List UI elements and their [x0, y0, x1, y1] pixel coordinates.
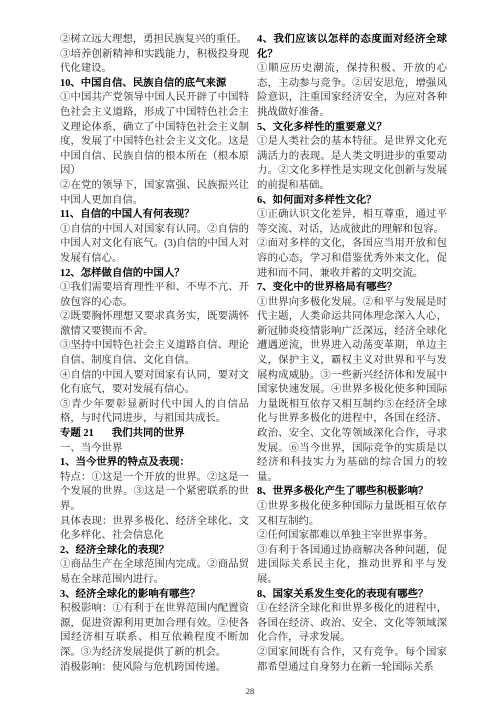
paragraph: ①自信的中国人对国家有认同。②自信的中国人对文化有底气。(3)自信的中国人对发展有信心。	[60, 223, 249, 264]
paragraph: ⑤青少年要彰显新时代中国人的自信品格，与时代同进步，与祖国共成长。	[60, 398, 249, 425]
paragraph: ①中国共产党领导中国人民开辟了中国特色社会主义道路，形成了中国特色社会主义理论体系，确立了中国特色社会主义制度，发展了中国特色社会主义文化。这是中国自信、民族自信的根本所在（根本原因）	[60, 92, 249, 177]
paragraph: ④自信的中国人要对国家有认同，要对文化有底气，要对发展有信心。	[60, 369, 249, 396]
paragraph: ①我们需要培育理性平和、不卑不亢、开放包容的心态。	[60, 282, 249, 308]
paragraph: ①是人类社会的基本特征。是世界文化充满活力的表现。是人类文明进步的重要动力。②文化多样性是实现文化创新与发展的前提和基础。	[257, 136, 447, 191]
section-heading: 11、自信的中国人有何表现？	[60, 209, 195, 221]
section-heading: 6、如何面对多样性文化？	[257, 194, 377, 206]
chapter-heading: 一、当今世界	[60, 442, 123, 454]
paragraph: ②既要胸怀理想又要求真务实，既要满怀激情又要锲而不舍。	[60, 311, 249, 337]
paragraph: ②树立远大理想，勇担民族复兴的重任。	[60, 34, 248, 45]
section-heading: 12、怎样做自信的中国人？	[60, 267, 185, 279]
right-column	[257, 33, 447, 675]
paragraph: 消极影响：使风险与危机跨国传递。	[60, 661, 227, 673]
section-heading: 8、国家关系发生变化的表现有哪些？	[257, 588, 429, 600]
section-heading: 3、经济全球化的影响有哪些？	[60, 588, 201, 600]
section-heading: 8、世界多极化产生了哪些积极影响？	[257, 486, 429, 498]
section-heading: 2、经济全球化的表现？	[60, 544, 170, 556]
paragraph: ①世界向多极化发展。②和平与发展是时代主题，人类命运共同体理念深入人心，新冠肺炎疫情影响广泛深远，经济全球化遭遇逆流，世界进入动荡变革期，单边主义，保护主义，霸权主义对世界和平与发展构成威胁。③一些新兴经济体和发展中国家快速发展。④世界多极化使多种国际力量既相互依存又相互制约⑤在经济全球化与世界多极化的进程中，各国在经济、政治、安全、文化等领域深化合作，寻求发展。⑥当今世界，国际竞争的实质是以经济和科技实力为基础的综合国力的较量。	[257, 296, 447, 483]
paragraph: ③培养创新精神和实践能力，积极投身现代化建设。	[60, 48, 249, 75]
section-heading: 10、中国自信、民族自信的底气来源	[60, 77, 227, 89]
paragraph: ①世界多极化使多种国际力量既相互依存又相互制约。	[257, 501, 447, 527]
paragraph: 积极影响：①有利于在世界范围内配置资源，促进资源利用更加合理有效。②使各国经济相互联系、相互依赖程度不断加深。③为经济发展提供了新的机会。	[60, 603, 249, 658]
left-column	[60, 33, 249, 675]
paragraph: ①正确认识文化差异，相互尊重，通过平等交流、对话，达成彼此的理解和包容。	[257, 209, 447, 235]
section-heading: 7、变化中的世界格局有哪些？	[257, 282, 398, 294]
topic-label: 专题 21	[60, 428, 94, 440]
paragraph: ①顺应历史潮流，保持积极、开放的心态，主动参与竞争。②居安思危，增强风险意识，注重国家经济安全，为应对各种挑战做好准备。	[257, 63, 447, 118]
section-heading: 4、我们应该以怎样的态度面对经济全球化？	[257, 34, 447, 60]
paragraph: ③有利于各国通过协商解决各种问题，促进国际关系民主化，推动世界和平与发展。	[257, 544, 447, 585]
section-heading: 1、当今世界的特点及表现：	[60, 457, 190, 469]
topic-heading	[60, 427, 249, 442]
paragraph: ①商品生产在全球范围内完成。②商品贸易在全球范围内进行。	[60, 559, 249, 585]
paragraph: ②面对多样的文化，各国应当用开放和包容的心态，学习和借鉴优秀外来文化，促进和而不同、兼收并蓄的文明交流。	[257, 238, 447, 279]
paragraph: ②在党的领导下，国家富强、民族振兴让中国人更加自信。	[60, 179, 249, 206]
paragraph: ②国家间既有合作，又有竞争。每个国家都希望通过自身努力在新一轮国际关系	[257, 646, 447, 673]
paragraph: ②任何国家都难以单独主宰世界事务。	[257, 530, 434, 542]
section-heading: 5、文化多样性的重要意义？	[257, 121, 387, 133]
paragraph: ③坚持中国特色社会主义道路自信、理论自信、制度自信、文化自信。	[60, 340, 249, 367]
topic-title: 我们共同的世界	[111, 428, 185, 440]
paragraph: ①在经济全球化和世界多极化的进程中，各国在经济、政治、安全、文化等领域深化合作，寻求发展。	[257, 603, 447, 644]
page-number: 28	[245, 686, 255, 696]
paragraph: 具体表现：世界多极化、经济全球化、文化多样化、社会信息化	[60, 515, 249, 542]
paragraph: 特点：①这是一个开放的世界。②这是一个发展的世界。③这是一个紧密联系的世界。	[60, 471, 249, 512]
